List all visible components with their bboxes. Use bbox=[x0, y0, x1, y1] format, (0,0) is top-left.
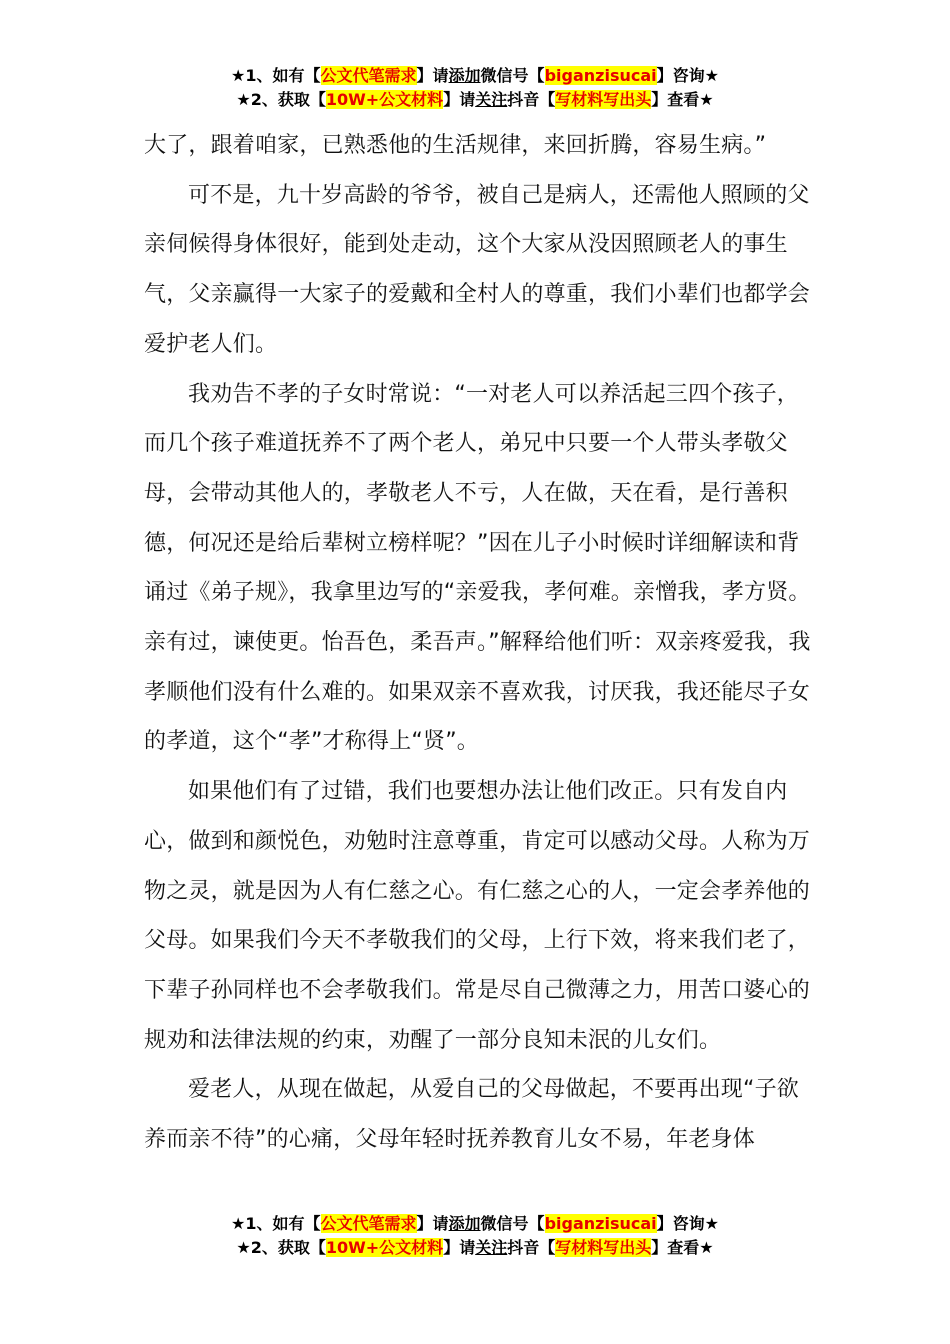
wechat-id: biganzisucai bbox=[544, 66, 657, 85]
banner-line-1 bbox=[0, 64, 950, 88]
highlight-text: 公文代笔需求 bbox=[320, 1214, 417, 1233]
douyin-id: 写材料写出头 bbox=[555, 90, 652, 109]
banner-text: 】查看★ bbox=[651, 90, 714, 109]
banner-text: 】请 bbox=[416, 66, 449, 85]
emphasis-text: 关注 bbox=[475, 90, 508, 109]
paragraph: 可不是，九十岁高龄的爷爷，被自己是病人，还需他人照顾的父亲伺候得身体很好，能到处走动，这个大家从没因照顾老人的事生气，父亲赢得一大家子的爱戴和全村人的尊重，我们小辈们也都学会爱护老人们。 bbox=[144, 182, 811, 357]
highlight-text: 公文代笔需求 bbox=[320, 66, 417, 85]
banner-text: 】咨询★ bbox=[656, 66, 719, 85]
banner-text: 】查看★ bbox=[651, 1238, 714, 1257]
wechat-id: biganzisucai bbox=[544, 1214, 657, 1233]
footer-banner bbox=[0, 1212, 950, 1260]
paragraph: 如果他们有了过错，我们也要想办法让他们改正。只有发自内心，做到和颜悦色，劝勉时注意尊重，肯定可以感动父母。人称为万物之灵，就是因为人有仁慈之心。有仁慈之心的人，一定会孝养他的父母。如果我们今天不孝敬我们的父母，上行下效，将来我们老了，下辈子孙同样也不会孝敬我们。常是尽自己微薄之力，用苦口婆心的规劝和法律法规的约束，劝醒了一部分良知未泯的儿女们。 bbox=[144, 779, 811, 1053]
highlight-text: 10W+公文材料 bbox=[325, 90, 444, 109]
emphasis-text: 关注 bbox=[475, 1238, 508, 1257]
banner-line-2 bbox=[0, 1236, 950, 1260]
emphasis-text: 添加 bbox=[448, 66, 481, 85]
banner-text: ★2、获取【 bbox=[236, 1238, 326, 1257]
banner-text: 】请 bbox=[443, 1238, 476, 1257]
banner-text: ★1、如有【 bbox=[231, 1214, 321, 1233]
banner-text: ★1、如有【 bbox=[231, 66, 321, 85]
paragraph: 我劝告不孝的子女时常说：“一对老人可以养活起三四个孩子，而几个孩子难道抚养不了两个老人，弟兄中只要一个人带头孝敬父母，会带动其他人的，孝敬老人不亏，人在做，天在看，是行善积德，何况还是给后辈树立榜样呢？”因在儿子小时候时详细解读和背诵过《弟子规》，我拿里边写的“亲爱我，孝何难。亲憎我，孝方贤。亲有过，谏使更。怡吾色，柔吾声。”解释给他们听：双亲疼爱我，我孝顺他们没有什么难的。如果双亲不喜欢我，讨厌我，我还能尽子女的孝道，这个“孝”才称得上“贤”。 bbox=[144, 381, 811, 755]
banner-line-2 bbox=[0, 88, 950, 112]
banner-text: 抖音【 bbox=[507, 90, 556, 109]
banner-text: 微信号【 bbox=[480, 1214, 545, 1233]
banner-text: 】咨询★ bbox=[656, 1214, 719, 1233]
paragraph: 爱老人，从现在做起，从爱自己的父母做起，不要再出现“子欲养而亲不待”的心痛，父母年轻时抚养教育儿女不易，年老身体 bbox=[144, 1077, 799, 1153]
banner-text: 微信号【 bbox=[480, 66, 545, 85]
highlight-text: 10W+公文材料 bbox=[325, 1238, 444, 1257]
douyin-id: 写材料写出头 bbox=[555, 1238, 652, 1257]
header-banner bbox=[0, 64, 950, 112]
paragraph: 大了，跟着咱家，已熟悉他的生活规律，来回折腾，容易生病。” bbox=[144, 133, 767, 158]
banner-line-1 bbox=[0, 1212, 950, 1236]
document-body bbox=[144, 121, 814, 1165]
emphasis-text: 添加 bbox=[448, 1214, 481, 1233]
banner-text: ★2、获取【 bbox=[236, 90, 326, 109]
banner-text: 抖音【 bbox=[507, 1238, 556, 1257]
banner-text: 】请 bbox=[443, 90, 476, 109]
banner-text: 】请 bbox=[416, 1214, 449, 1233]
